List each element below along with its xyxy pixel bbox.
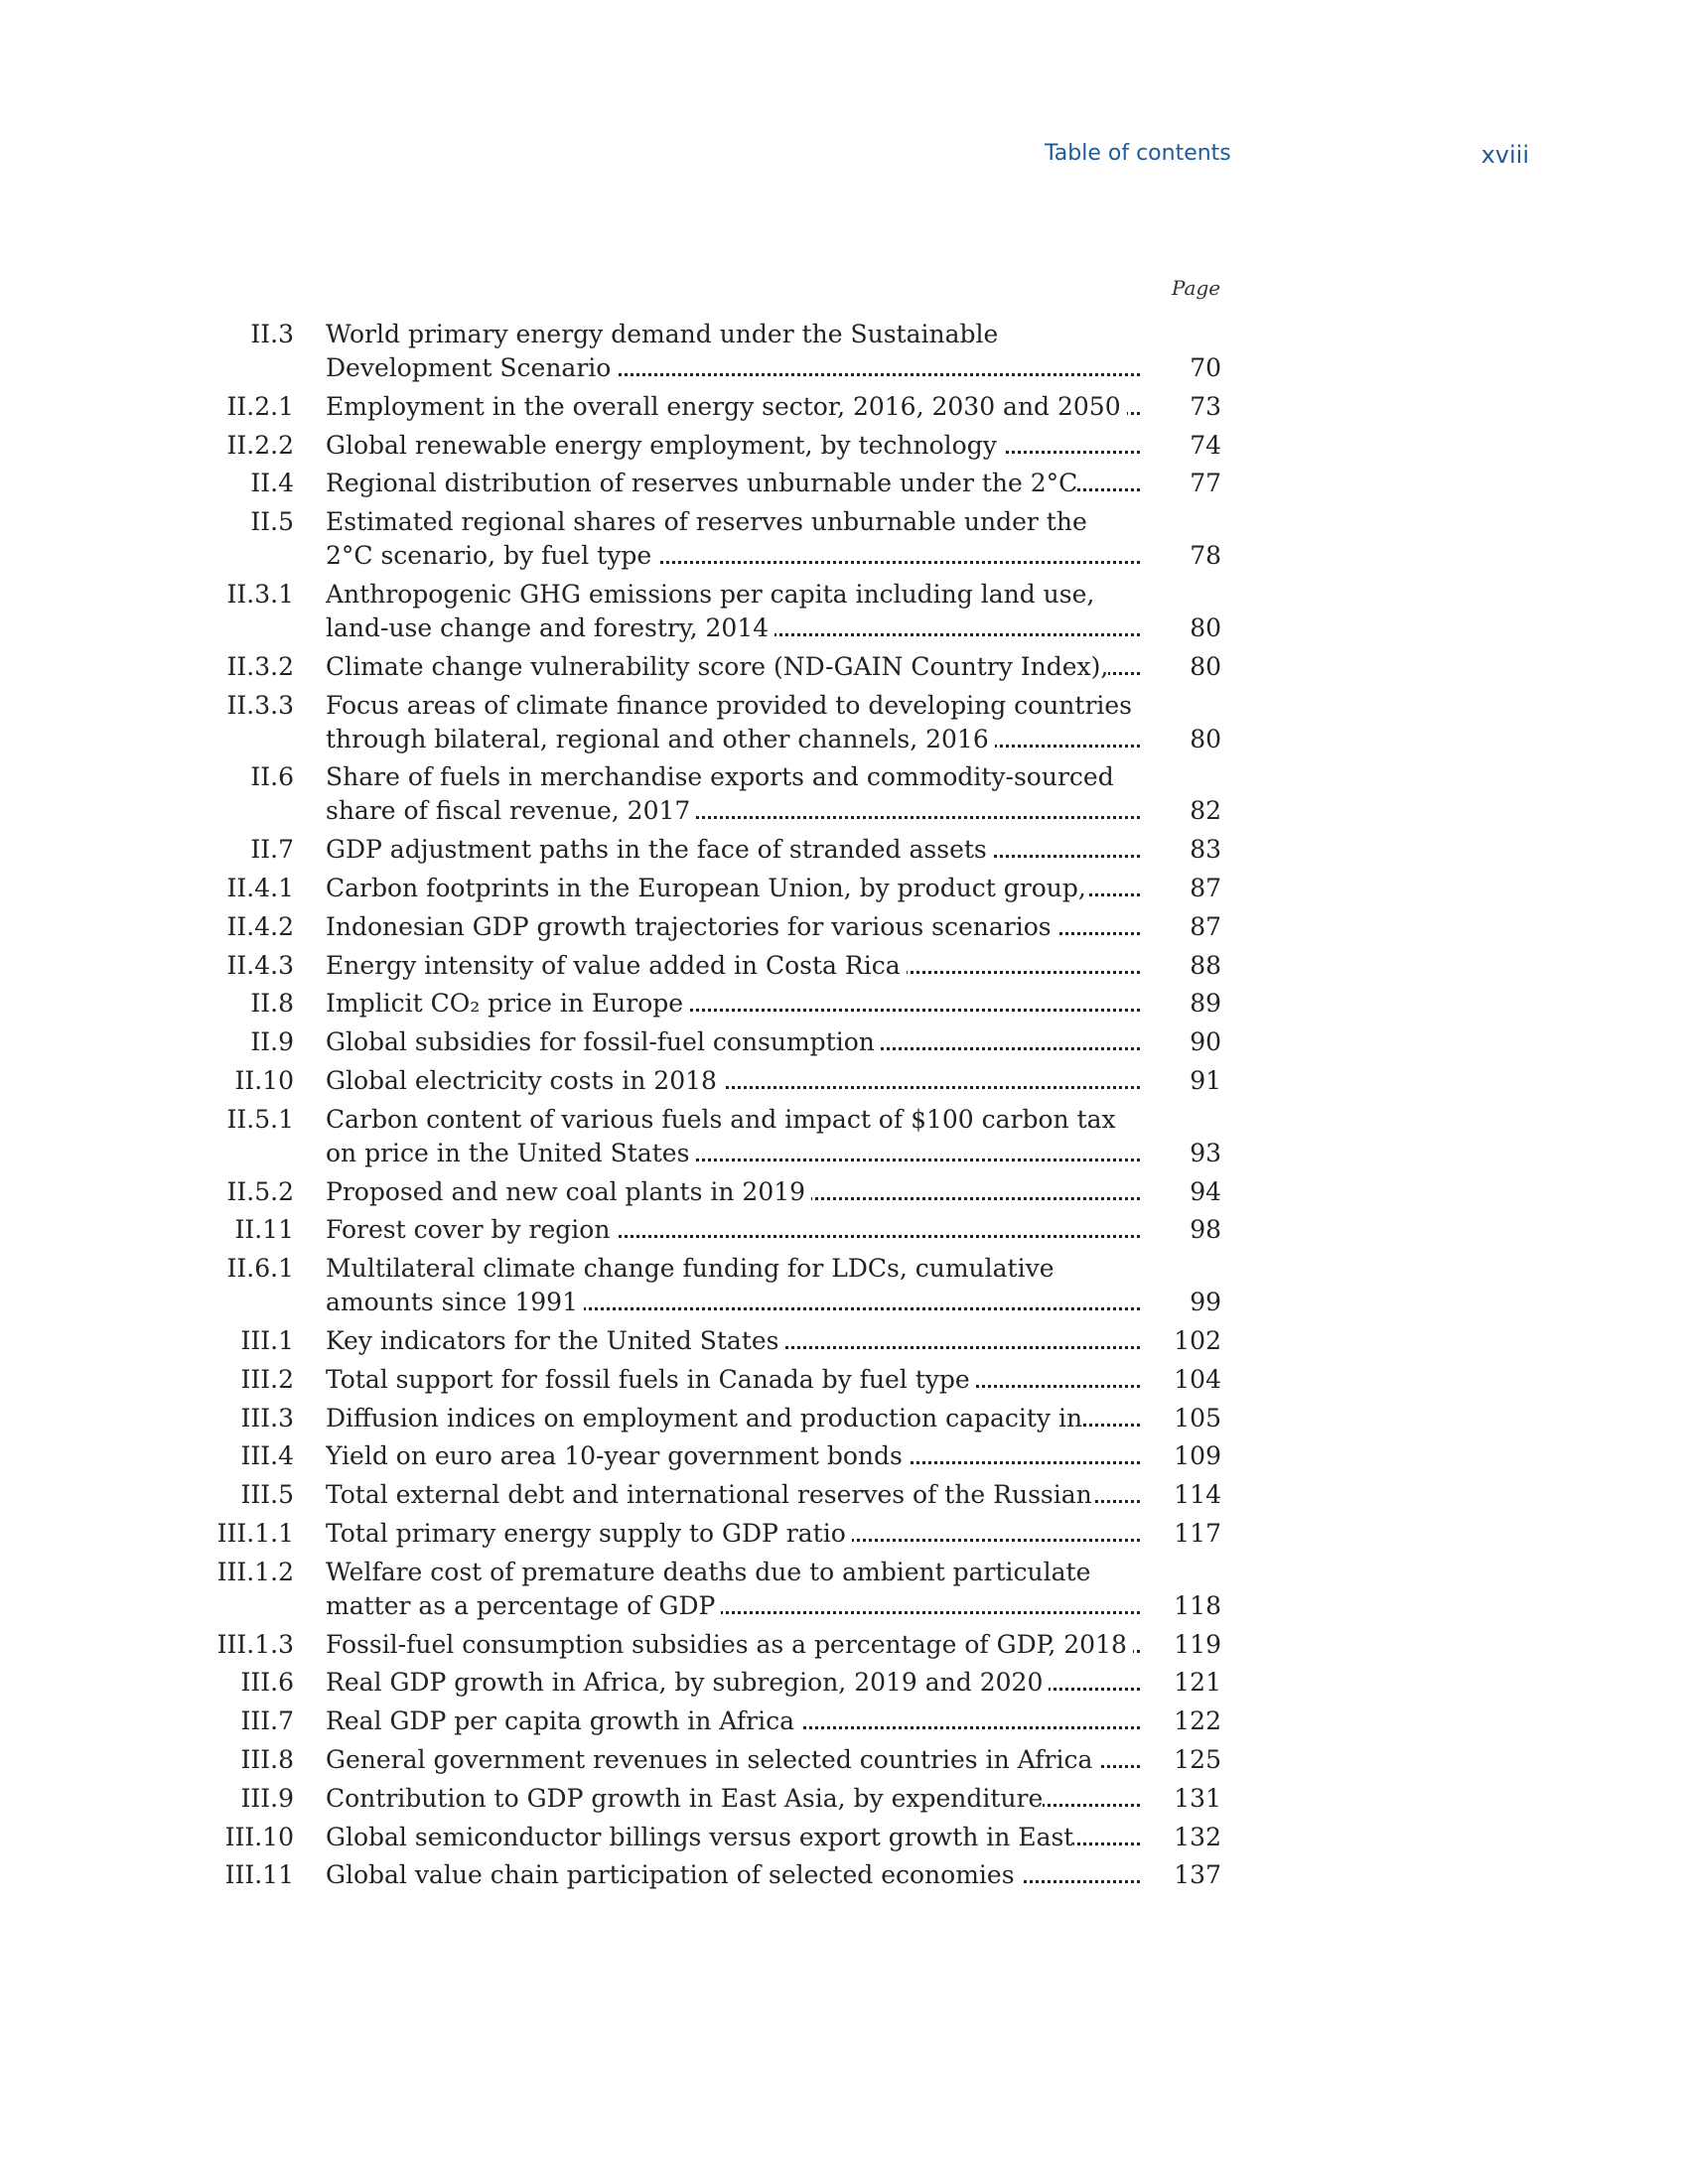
figure-number: III.3 xyxy=(240,1403,294,1433)
figure-number: III.6 xyxy=(240,1668,294,1698)
figure-title xyxy=(326,1858,1140,1892)
figure-title-text: Estimated regional shares of reserves unburnable under the 2°C scenario, by fuel type xyxy=(326,507,1087,571)
figure-title xyxy=(326,429,1140,463)
figure-title xyxy=(326,390,1140,424)
figure-title-text: Climate change vulnerability score (ND-GAIN Country Index), xyxy=(326,652,1108,684)
toc-entry[interactable] xyxy=(199,760,1221,828)
figure-title xyxy=(326,1556,1140,1623)
toc-entry[interactable] xyxy=(199,949,1221,983)
figure-title xyxy=(326,467,1140,500)
figure-title xyxy=(326,578,1140,645)
page-number: 89 xyxy=(1190,989,1221,1019)
toc-entry[interactable] xyxy=(199,578,1221,645)
figure-title-text: Carbon content of various fuels and impact of $100 carbon tax on price in the United States xyxy=(326,1104,1116,1167)
page-number: 109 xyxy=(1174,1441,1221,1471)
figure-title xyxy=(326,505,1140,573)
figure-title xyxy=(326,1213,1140,1247)
toc-entry[interactable] xyxy=(199,1213,1221,1247)
figure-number: II.4.3 xyxy=(226,950,294,980)
toc-entry[interactable] xyxy=(199,390,1221,424)
page-number: 88 xyxy=(1190,950,1221,980)
figure-title xyxy=(326,1821,1140,1854)
figure-title-text: Key indicators for the United States xyxy=(326,1326,785,1355)
figure-title xyxy=(326,833,1140,867)
figure-title-text: Employment in the overall energy sector, 2016, 2030 and 2050 xyxy=(326,392,1127,421)
toc-entry[interactable] xyxy=(199,1705,1221,1738)
page-number: 104 xyxy=(1174,1364,1221,1394)
figure-title-text: Fossil-fuel consumption subsidies as a percentage of GDP, 2018 xyxy=(326,1630,1133,1659)
figure-title xyxy=(326,1705,1140,1738)
toc-entry[interactable] xyxy=(199,1821,1221,1854)
figure-title-text: World primary energy demand under the Sustainable Development Scenario xyxy=(326,320,999,382)
page-number: 121 xyxy=(1174,1668,1221,1698)
figure-title-text: Total external debt and international reserves of the Russian xyxy=(326,1480,1092,1512)
page-number: 118 xyxy=(1174,1590,1221,1620)
toc-entry[interactable] xyxy=(199,1666,1221,1700)
figure-number: II.3.2 xyxy=(226,651,294,681)
figure-title-text: Carbon footprints in the European Union, by product group, xyxy=(326,874,1086,905)
figure-title xyxy=(326,1666,1140,1700)
figure-number: III.1.3 xyxy=(216,1629,294,1659)
toc-entry[interactable] xyxy=(199,505,1221,573)
toc-entry[interactable] xyxy=(199,1064,1221,1098)
figure-title-text: Share of fuels in merchandise exports and commodity-sourced share of fiscal revenue, 2017 xyxy=(326,762,1114,826)
page-number: 102 xyxy=(1174,1325,1221,1355)
running-header xyxy=(1033,141,1529,175)
figure-number: II.3.1 xyxy=(226,579,294,609)
page-number: 80 xyxy=(1190,724,1221,753)
figure-title-text: Forest cover by region xyxy=(326,1215,616,1244)
figure-title xyxy=(326,1064,1140,1098)
page-number: 78 xyxy=(1190,541,1221,571)
toc-entry[interactable] xyxy=(199,872,1221,905)
page-number: 131 xyxy=(1174,1783,1221,1813)
figure-title-text: Diffusion indices on employment and production capacity in xyxy=(326,1404,1082,1435)
page-number: 87 xyxy=(1190,873,1221,902)
figure-number: III.8 xyxy=(240,1744,294,1774)
figure-title xyxy=(326,1782,1140,1816)
page-column-label: Page xyxy=(1172,276,1221,300)
figure-number: II.8 xyxy=(250,989,294,1019)
figure-number: II.6.1 xyxy=(226,1254,294,1284)
page-number: 90 xyxy=(1190,1027,1221,1057)
figure-title-text: Yield on euro area 10-year government bonds xyxy=(326,1441,909,1470)
figure-title xyxy=(326,650,1140,684)
page-number: 93 xyxy=(1190,1138,1221,1167)
figure-title-text: Implicit CO₂ price in Europe xyxy=(326,989,689,1018)
figure-title xyxy=(326,1025,1140,1059)
figure-number: II.5 xyxy=(250,507,294,537)
figure-number: III.5 xyxy=(240,1480,294,1510)
figure-title xyxy=(326,760,1140,828)
figure-number: III.11 xyxy=(224,1860,294,1890)
figure-title-text: Real GDP growth in Africa, by subregion, 2019 and 2020 xyxy=(326,1668,1049,1697)
figure-title-text: Global subsidies for fossil-fuel consumption xyxy=(326,1027,881,1056)
header-page-number: xviii xyxy=(1480,141,1529,169)
figure-title-text: Indonesian GDP growth trajectories for various scenarios xyxy=(326,912,1057,941)
page-number: 119 xyxy=(1174,1629,1221,1659)
figure-number: II.4.2 xyxy=(226,911,294,941)
figure-title xyxy=(326,987,1140,1021)
figure-title-text: Total primary energy supply to GDP ratio xyxy=(326,1519,852,1548)
figure-title xyxy=(326,1478,1140,1512)
toc-entry[interactable] xyxy=(199,1556,1221,1623)
figure-title xyxy=(326,949,1140,983)
figure-number: III.1 xyxy=(240,1325,294,1355)
toc-entry[interactable] xyxy=(199,987,1221,1021)
toc-entry[interactable] xyxy=(199,1402,1221,1435)
figure-title xyxy=(326,318,1140,385)
page-number: 74 xyxy=(1190,430,1221,460)
toc-entry[interactable] xyxy=(199,1252,1221,1319)
toc-entry[interactable] xyxy=(199,1858,1221,1892)
figure-number: III.2 xyxy=(240,1364,294,1394)
figure-number: II.9 xyxy=(250,1027,294,1057)
figure-title-text: Global value chain participation of selected economies xyxy=(326,1860,1021,1889)
figure-title xyxy=(326,910,1140,944)
figure-title-text: Anthropogenic GHG emissions per capita including land use, land-use change and forestry, 2014 xyxy=(326,579,1095,642)
toc-entry[interactable] xyxy=(199,689,1221,756)
figure-title xyxy=(326,1743,1140,1777)
toc-entry[interactable] xyxy=(199,833,1221,867)
toc-entry[interactable] xyxy=(199,1782,1221,1816)
figure-title-text: Real GDP per capita growth in Africa xyxy=(326,1706,800,1735)
figure-title-text: Energy intensity of value added in Costa Rica xyxy=(326,951,907,980)
toc-entry[interactable] xyxy=(199,910,1221,944)
figure-title-text: Contribution to GDP growth in East Asia, by expenditure xyxy=(326,1784,1043,1816)
figure-title xyxy=(326,689,1140,756)
figure-title xyxy=(326,1324,1140,1358)
figure-number: II.10 xyxy=(234,1065,294,1095)
figure-number: II.2.2 xyxy=(226,430,294,460)
toc-entry[interactable] xyxy=(199,1025,1221,1059)
toc-entry[interactable] xyxy=(199,1439,1221,1473)
page-number: 82 xyxy=(1190,796,1221,826)
page-number: 87 xyxy=(1190,911,1221,941)
figure-number: II.6 xyxy=(250,762,294,792)
figure-number: II.2.1 xyxy=(226,391,294,421)
figure-number: II.4 xyxy=(250,469,294,498)
page-number: 137 xyxy=(1174,1860,1221,1890)
figure-title-text: Total support for fossil fuels in Canada by fuel type xyxy=(326,1365,976,1394)
toc-entry[interactable] xyxy=(199,429,1221,463)
page-number: 94 xyxy=(1190,1176,1221,1206)
figure-title xyxy=(326,1628,1140,1662)
toc-entry[interactable] xyxy=(199,1743,1221,1777)
figure-title xyxy=(326,1252,1140,1319)
figure-number: III.1.1 xyxy=(216,1518,294,1548)
toc-entry[interactable] xyxy=(199,1517,1221,1551)
figure-title xyxy=(326,1175,1140,1209)
toc-entry[interactable] xyxy=(199,1478,1221,1512)
figure-number: II.3 xyxy=(250,320,294,348)
page-number: 105 xyxy=(1174,1403,1221,1433)
figure-title-text: Multilateral climate change funding for LDCs, cumulative amounts since 1991 xyxy=(326,1254,1055,1317)
page-number: 70 xyxy=(1190,353,1221,382)
figure-title xyxy=(326,1517,1140,1551)
page-number: 80 xyxy=(1190,613,1221,642)
figure-number: II.5.1 xyxy=(226,1104,294,1134)
page-number: 99 xyxy=(1190,1288,1221,1317)
page-number: 73 xyxy=(1190,391,1221,421)
page-number: 80 xyxy=(1190,651,1221,681)
figure-title xyxy=(326,1103,1140,1170)
page-number: 77 xyxy=(1190,469,1221,498)
figure-title-text: GDP adjustment paths in the face of stranded assets xyxy=(326,835,993,864)
page-number: 114 xyxy=(1174,1480,1221,1510)
toc-entry[interactable] xyxy=(199,318,1221,385)
page-number: 83 xyxy=(1190,835,1221,865)
page-number: 117 xyxy=(1174,1518,1221,1548)
figure-title-text: Global electricity costs in 2018 xyxy=(326,1066,723,1095)
figure-number: II.11 xyxy=(234,1215,294,1245)
figure-number: III.9 xyxy=(240,1783,294,1813)
figure-number: II.4.1 xyxy=(226,873,294,902)
figure-title-text: Global semiconductor billings versus export growth in East xyxy=(326,1823,1073,1854)
figure-title xyxy=(326,1402,1140,1435)
figure-number: III.7 xyxy=(240,1706,294,1736)
figure-title-text: General government revenues in selected countries in Africa xyxy=(326,1745,1098,1774)
toc-entry[interactable] xyxy=(199,1363,1221,1397)
figure-number: II.5.2 xyxy=(226,1176,294,1206)
figure-title-text: Regional distribution of reserves unburnable under the 2°C xyxy=(326,469,1077,500)
page-number: 98 xyxy=(1190,1215,1221,1245)
toc-entry[interactable] xyxy=(199,1103,1221,1170)
page-number: 125 xyxy=(1174,1744,1221,1774)
toc-list xyxy=(199,318,1221,1897)
figure-number: III.1.2 xyxy=(216,1557,294,1586)
header-section-title: Table of contents xyxy=(1045,141,1231,166)
toc-entry[interactable] xyxy=(199,1628,1221,1662)
figure-title-text: Focus areas of climate finance provided to developing countries through bilateral, regional and other channels, 2016 xyxy=(326,690,1133,753)
figure-number: II.3.3 xyxy=(226,690,294,720)
toc-entry[interactable] xyxy=(199,1175,1221,1209)
figure-title-text: Proposed and new coal plants in 2019 xyxy=(326,1177,811,1206)
figure-number: III.4 xyxy=(240,1441,294,1471)
page-number: 91 xyxy=(1190,1065,1221,1095)
figure-title xyxy=(326,1363,1140,1397)
figure-number: III.10 xyxy=(224,1822,294,1851)
figure-number: II.7 xyxy=(250,835,294,865)
figure-title xyxy=(326,1439,1140,1473)
figure-title xyxy=(326,872,1140,905)
page-number: 132 xyxy=(1174,1822,1221,1851)
page-number: 122 xyxy=(1174,1706,1221,1736)
toc-entry[interactable] xyxy=(199,650,1221,684)
figure-title-text: Welfare cost of premature deaths due to ambient particulate matter as a percentage of GDP xyxy=(326,1557,1091,1620)
figure-title-text: Global renewable energy employment, by technology xyxy=(326,431,1003,460)
toc-entry[interactable] xyxy=(199,467,1221,500)
toc-entry[interactable] xyxy=(199,1324,1221,1358)
